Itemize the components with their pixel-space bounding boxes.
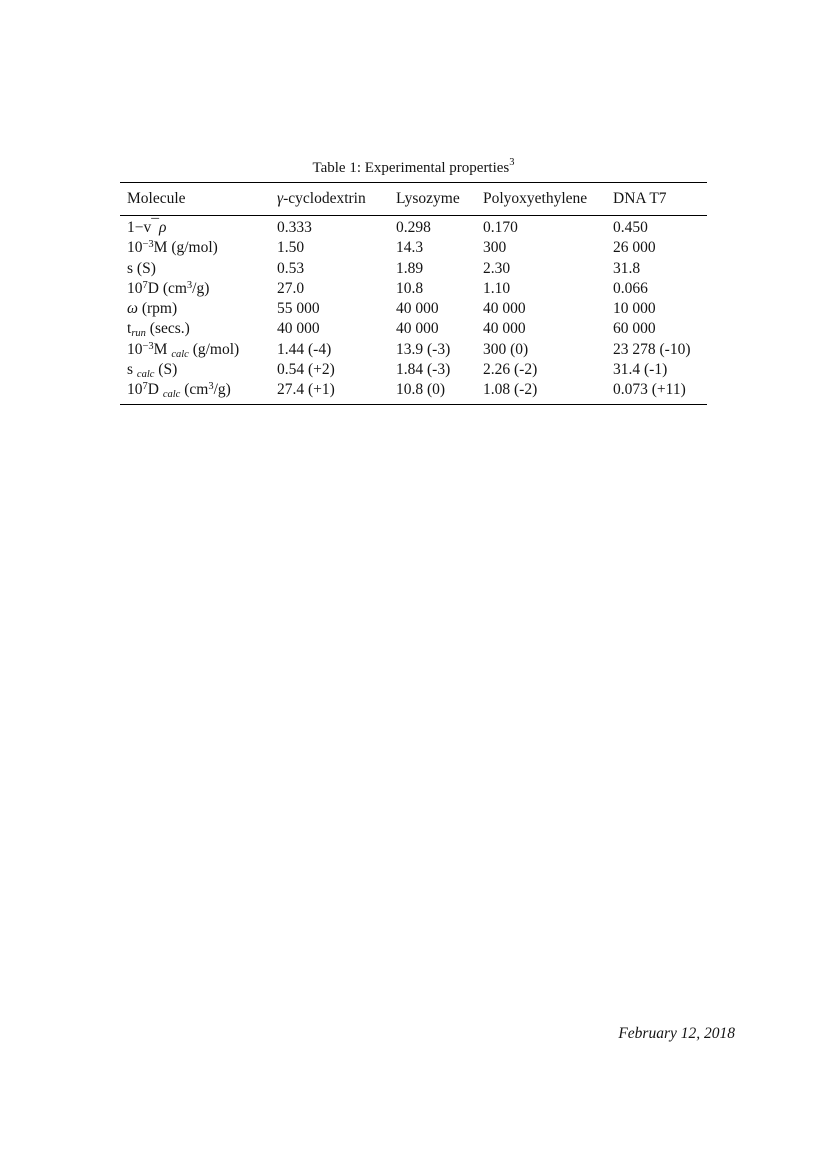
table-row — [120, 216, 707, 239]
text-segment: Lysozyme — [396, 190, 460, 207]
text-segment: D — [147, 381, 163, 399]
text-segment: run — [131, 328, 146, 340]
text-segment: /g) — [213, 381, 231, 399]
table-caption — [120, 158, 707, 178]
text-segment: Molecule — [127, 190, 186, 207]
text-segment: /g) — [192, 279, 210, 297]
text-segment: t — [127, 320, 132, 338]
text-segment: −3 — [142, 239, 154, 251]
row-label — [120, 299, 277, 319]
row-label — [120, 319, 277, 339]
text-segment: 3 — [208, 381, 214, 393]
value-cell: 1.50 — [277, 239, 305, 257]
table-row — [120, 340, 707, 360]
value-cell: 0.450 — [613, 219, 648, 236]
column-header — [396, 183, 483, 216]
text-segment: ρ — [159, 219, 167, 236]
value-cell: 55 000 — [277, 300, 320, 318]
text-segment: s — [127, 361, 137, 379]
value-cell: 300 — [483, 239, 507, 257]
value-cell: 1.10 — [483, 279, 511, 297]
value-cell: 13.9 (-3) — [396, 340, 451, 358]
text-segment: −3 — [142, 340, 154, 352]
value-cell: 0.298 — [396, 219, 431, 236]
text-segment: 10 — [127, 279, 143, 297]
value-cell: 40 000 — [277, 320, 320, 338]
value-cell: 23 278 (-10) — [613, 340, 691, 358]
table-row — [120, 279, 707, 299]
value-cell: 14.3 — [396, 239, 424, 257]
text-segment: -cyclodextrin — [283, 190, 366, 207]
value-cell: 1.44 (-4) — [277, 340, 332, 358]
header-row — [120, 183, 707, 216]
text-segment: M (g/mol) — [153, 239, 218, 257]
table-row — [120, 238, 707, 258]
value-cell: 1.84 (-3) — [396, 361, 451, 379]
text-segment: 7 — [142, 279, 148, 291]
text-segment: (secs.) — [145, 320, 190, 338]
text-segment: DNA T7 — [613, 190, 667, 207]
text-segment: 10 — [127, 239, 143, 257]
value-cell: 0.073 (+11) — [613, 381, 686, 399]
value-cell: 0.170 — [483, 219, 518, 236]
row-label — [120, 279, 277, 299]
table-row — [120, 319, 707, 339]
text-segment: calc — [171, 348, 189, 360]
value-cell: 40 000 — [483, 320, 526, 338]
column-header — [483, 183, 613, 216]
text-segment: Polyoxyethylene — [483, 190, 588, 207]
text-segment: ω — [127, 300, 138, 318]
value-cell: 1.08 (-2) — [483, 381, 538, 399]
table-row — [120, 380, 707, 404]
text-segment: D (cm — [147, 279, 187, 297]
table-row — [120, 360, 707, 380]
table-caption-footnote-mark: 3 — [509, 157, 515, 168]
text-segment: calc — [162, 389, 181, 401]
column-header — [120, 183, 277, 216]
table-row — [120, 259, 707, 279]
row-label — [120, 360, 277, 380]
text-segment: M — [153, 340, 172, 358]
table-caption-text: Table 1: Experimental properties — [312, 160, 510, 176]
text-segment: 1−v — [127, 219, 152, 236]
text-segment: γ — [277, 190, 284, 207]
row-label — [120, 380, 277, 404]
date-stamp: February 12, 2018 — [618, 1025, 735, 1042]
value-cell: 31.4 (-1) — [613, 361, 668, 379]
value-cell: 26 000 — [613, 239, 656, 257]
value-cell: 40 000 — [396, 300, 439, 318]
value-cell: 0.333 — [277, 219, 312, 236]
value-cell: 2.30 — [483, 259, 511, 277]
value-cell: 0.066 — [613, 279, 648, 297]
value-cell: 31.8 — [613, 259, 641, 277]
table-body — [120, 216, 707, 405]
experimental-properties-table — [120, 182, 707, 405]
column-header — [613, 183, 707, 216]
text-segment: (g/mol) — [188, 340, 240, 358]
value-cell: 0.54 (+2) — [277, 361, 335, 379]
text-segment: 10 — [127, 340, 143, 358]
value-cell: 2.26 (-2) — [483, 361, 538, 379]
row-label — [120, 340, 277, 360]
text-segment: (rpm) — [137, 300, 178, 318]
text-segment: ¯ — [151, 217, 159, 234]
value-cell: 40 000 — [396, 320, 439, 338]
value-cell: 40 000 — [483, 300, 526, 318]
row-label — [120, 238, 277, 258]
value-cell: 10.8 (0) — [396, 381, 446, 399]
value-cell: 1.89 — [396, 259, 424, 277]
row-label — [120, 259, 277, 279]
value-cell: 10.8 — [396, 279, 424, 297]
table-row — [120, 299, 707, 319]
row-label — [120, 216, 277, 239]
text-segment: 3 — [186, 279, 193, 291]
column-header — [277, 183, 396, 216]
experimental-properties-table-wrap — [120, 182, 707, 405]
value-cell: 0.53 — [277, 259, 305, 277]
value-cell: 60 000 — [613, 320, 656, 338]
text-segment: 10 — [127, 381, 143, 399]
value-cell: 27.4 (+1) — [277, 381, 335, 399]
text-segment: 7 — [142, 381, 148, 393]
text-segment: calc — [136, 369, 155, 381]
value-cell: 300 (0) — [483, 340, 529, 358]
text-segment: (cm — [180, 381, 209, 399]
text-segment: (S) — [154, 361, 178, 379]
text-segment: s (S) — [127, 259, 156, 277]
value-cell: 27.0 — [277, 279, 305, 297]
value-cell: 10 000 — [613, 300, 656, 318]
